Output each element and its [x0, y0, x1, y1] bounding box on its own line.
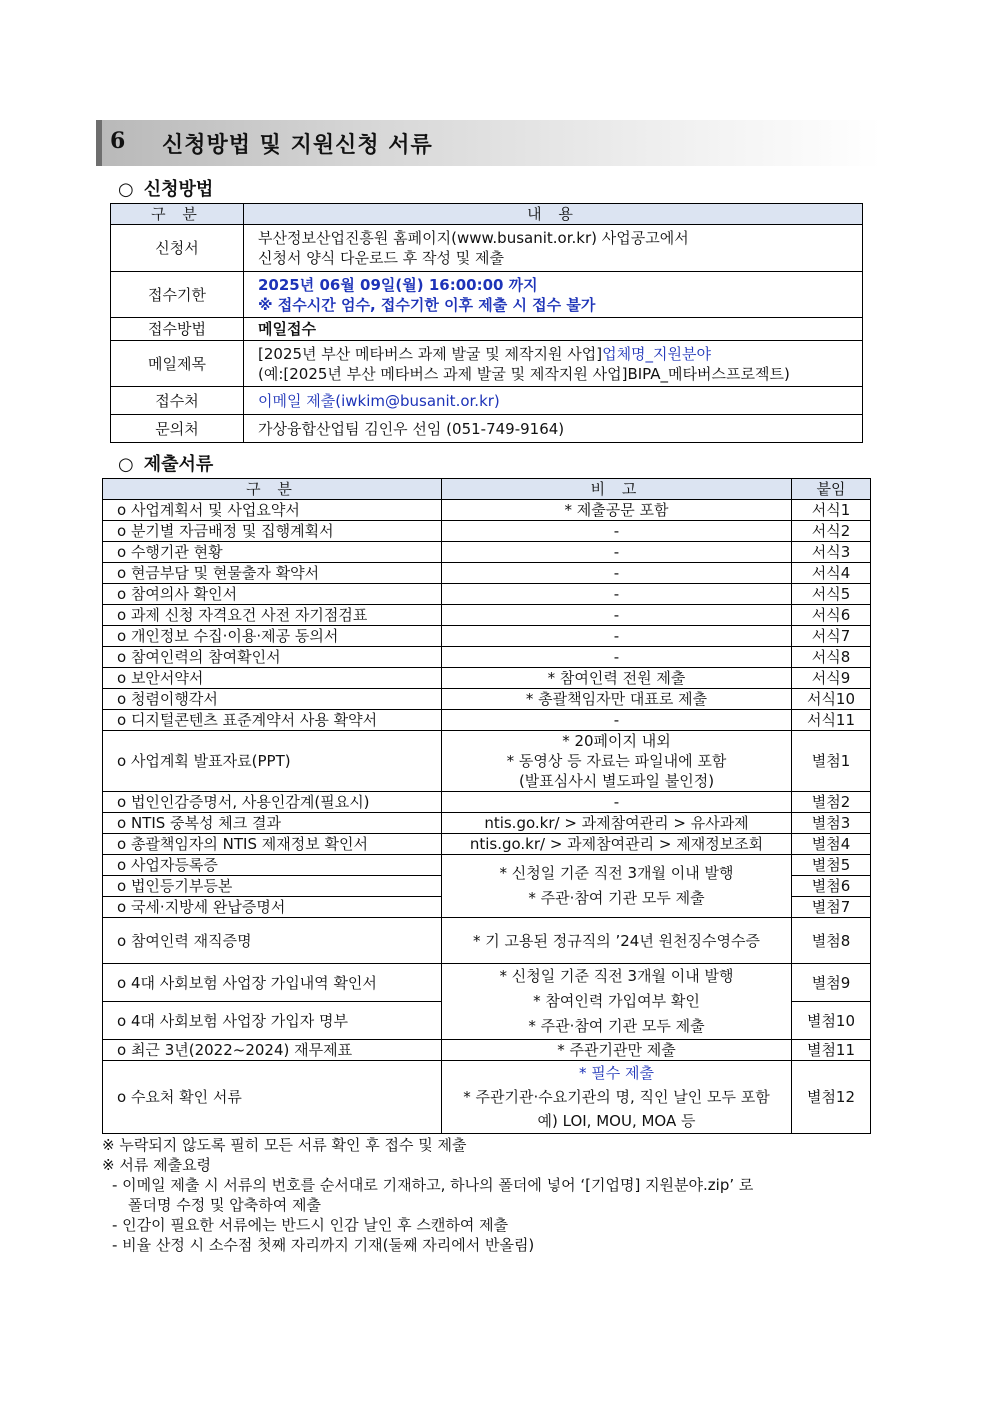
table-row: 메일제목 [2025년 부산 메타버스 과제 발굴 및 제작지원 사업]업체명_지원분야 (예:[2025년 부산 메타버스 과제 발굴 및 제작지원 사업]BIPA_메타버스프로젝트) [111, 341, 863, 387]
table-row: o 법인인감증명서, 사용인감계(필요시) - 별첨2 [103, 792, 871, 813]
table-row: o 수행기관 현황 - 서식3 [103, 542, 871, 563]
section-title: 신청방법 및 지원신청 서류 [162, 133, 433, 158]
merged-note-a: * 신청일 기준 직전 3개월 이내 발행 * 주관·참여 기관 모두 제출 [442, 855, 792, 918]
table-row: o 법인등기부등본 별첨6 [103, 876, 871, 897]
table-row: o 디지털콘텐츠 표준계약서 사용 확약서 - 서식11 [103, 710, 871, 731]
deadline-text: 2025년 06월 09일(월) 16:00:00 까지 ※ 접수시간 엄수, 접수기한 이후 제출 시 접수 불가 [244, 272, 863, 318]
table-row: o 사업계획서 및 사업요약서 * 제출공문 포함 서식1 [103, 500, 871, 521]
table-row: o 사업계획 발표자료(PPT) * 20페이지 내외 * 동영상 등 자료는 파일내에 포함 (발표심사시 별도파일 불인정) 별첨1 [103, 731, 871, 792]
table-row: 신청서 부산정보산업진흥원 홈페이지(www.busanit.or.kr) 사업공고에서 신청서 양식 다운로드 후 작성 및 제출 [111, 225, 863, 272]
email-link[interactable]: 이메일 제출(iwkim@busanit.or.kr) [244, 387, 863, 415]
method-table [110, 203, 863, 443]
method-heading: ○ 신청방법 [118, 179, 214, 200]
table-row: o 현금부담 및 현물출자 확약서 - 서식4 [103, 563, 871, 584]
header-attachment: 붙임 [792, 479, 871, 500]
table-row: 문의처 가상융합산업팀 김인우 선임 (051-749-9164) [111, 415, 863, 443]
documents-table [102, 478, 871, 1134]
table-row: 접수처 이메일 제출(iwkim@busanit.or.kr) [111, 387, 863, 415]
footnotes: ※ 누락되지 않도록 필히 모든 서류 확인 후 접수 및 제출 ※ 서류 제출요령 - 이메일 제출 시 서류의 번호를 순서대로 기재하고, 하나의 폴더에 넣어 ‘[기업명] 지원분야.zip’ 로 폴더명 수정 및 압축하여 제출 - 인감이 필요한 서류에는 반드시 인감 날인 후 스캔하여 제출 - 비율 산정 시 소수점 첫째 자리까지 기재(둘째 자리에서 반올림) [102, 1136, 754, 1254]
table-row: 접수기한 2025년 06월 09일(월) 16:00:00 까지 ※ 접수시간 엄수, 접수기한 이후 제출 시 접수 불가 [111, 272, 863, 318]
table-row: o 사업자등록증 * 신청일 기준 직전 3개월 이내 발행 * 주관·참여 기관 모두 제출 별첨5 [103, 855, 871, 876]
table-row: o 국세·지방세 완납증명서 별첨7 [103, 897, 871, 918]
table-row: o NTIS 중복성 체크 결과 ntis.go.kr/ > 과제참여관리 > 유사과제 별첨3 [103, 813, 871, 834]
table-row: o 참여의사 확인서 - 서식5 [103, 584, 871, 605]
table-row: o 보안서약서 * 참여인력 전원 제출 서식9 [103, 668, 871, 689]
header-note: 비 고 [442, 479, 792, 500]
documents-heading: ○ 제출서류 [118, 454, 214, 475]
table-row: o 개인정보 수집·이용·제공 동의서 - 서식7 [103, 626, 871, 647]
table-row: o 청렴이행각서 * 총괄책임자만 대표로 제출 서식10 [103, 689, 871, 710]
table-row: o 4대 사회보험 사업장 가입내역 확인서 * 신청일 기준 직전 3개월 이내 발행 * 참여인력 가입여부 확인 * 주관·참여 기관 모두 제출 별첨9 [103, 964, 871, 1002]
merged-note-b: * 신청일 기준 직전 3개월 이내 발행 * 참여인력 가입여부 확인 * 주관·참여 기관 모두 제출 [442, 964, 792, 1040]
table-row: o 참여인력 재직증명 * 기 고용된 정규직의 ’24년 원천징수영수증 별첨8 [103, 918, 871, 964]
table-row: o 최근 3년(2022~2024) 재무제표 * 주관기관만 제출 별첨11 [103, 1040, 871, 1061]
section-header [96, 120, 882, 166]
method-table-header [111, 204, 863, 225]
header-category: 구 분 [103, 479, 442, 500]
table-row: o 참여인력의 참여확인서 - 서식8 [103, 647, 871, 668]
table-row: o 총괄책임자의 NTIS 제재정보 확인서 ntis.go.kr/ > 과제참여관리 > 제재정보조회 별첨4 [103, 834, 871, 855]
header-category: 구 분 [111, 204, 244, 225]
documents-table-header [103, 479, 871, 500]
table-row: 접수방법 메일접수 [111, 318, 863, 341]
table-row: o 수요처 확인 서류 * 필수 제출 * 주관기관·수요기관의 명, 직인 날인 모두 포함 예) LOI, MOU, MOA 등 별첨12 [103, 1061, 871, 1134]
table-row: o 4대 사회보험 사업장 가입자 명부 별첨10 [103, 1002, 871, 1040]
table-row: o 분기별 자금배정 및 집행계획서 - 서식2 [103, 521, 871, 542]
section-number: 6 [110, 128, 126, 154]
table-row: o 과제 신청 자격요건 사전 자기점검표 - 서식6 [103, 605, 871, 626]
header-content: 내 용 [244, 204, 863, 225]
